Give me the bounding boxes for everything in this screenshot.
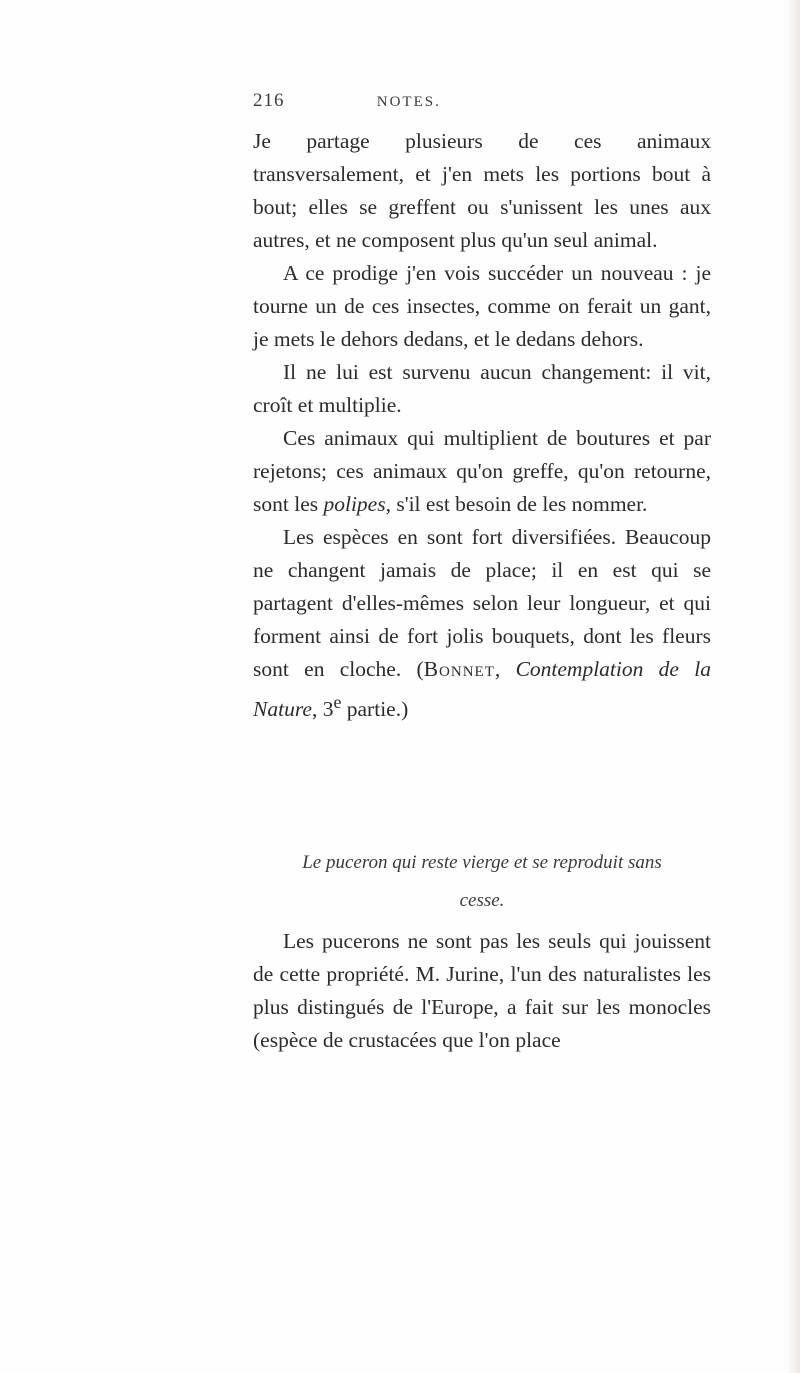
citation-part-sup: e (333, 692, 342, 712)
body-text (253, 125, 711, 726)
section-heading (253, 844, 711, 920)
paragraph-2: A ce prodige j'en vois succéder un nouveau : je tourne un de ces insectes, comme on ferait un gant, je mets le dehors dedans, et le dedans dehors. (253, 261, 711, 351)
paragraph-5-text: Les espèces en sont fort diversifiées. Beaucoup ne changent jamais de place; il en est qui se partagent d'elles-mêmes selon leur longueur, et qui forment ainsi de fort jolis bouquets, dont les fleurs sont en cloche. ( (253, 525, 711, 681)
page-header (253, 90, 441, 112)
citation-work: Contemplation de la Nature (253, 657, 711, 722)
paragraph-4-text: Ces animaux qui multiplient de boutures et par rejetons; ces animaux qu'on greffe, qu'on retourne, sont les polipes, s'il est besoin de les nommer. (253, 426, 711, 516)
section-heading-line-2: cesse. (459, 890, 505, 911)
page-number: 216 (253, 90, 285, 111)
paragraph-5 (253, 521, 711, 726)
citation-author: Bonnet (423, 657, 495, 681)
body-text-continued (253, 925, 711, 1057)
running-head: NOTES. (376, 94, 441, 110)
paragraph-final: Les pucerons ne sont pas les seuls qui jouissent de cette propriété. M. Jurine, l'un des naturalistes les plus distingués de l'Europe, a fait sur les monocles (espèce de crustacées que l'on place (253, 929, 711, 1052)
citation-part-post: partie.) (341, 697, 409, 722)
paragraph-3: Il ne lui est survenu aucun changement: il vit, croît et multiplie. (253, 360, 711, 417)
paragraph-1: Je partage plusieurs de ces animaux transversalement, et j'en mets les portions bout à bout; elles se greffent ou s'unissent les unes aux autres, et ne composent plus qu'un seul animal. (253, 129, 711, 252)
term-polipes: polipes (323, 492, 386, 516)
paragraph-4 (253, 422, 711, 521)
section-heading-line-1: Le puceron qui reste vierge et se reproduit sans (302, 852, 662, 873)
citation-sep: , (494, 657, 516, 681)
citation-part-pre: , 3 (311, 697, 334, 722)
page-edge-shadow (786, 0, 800, 1373)
